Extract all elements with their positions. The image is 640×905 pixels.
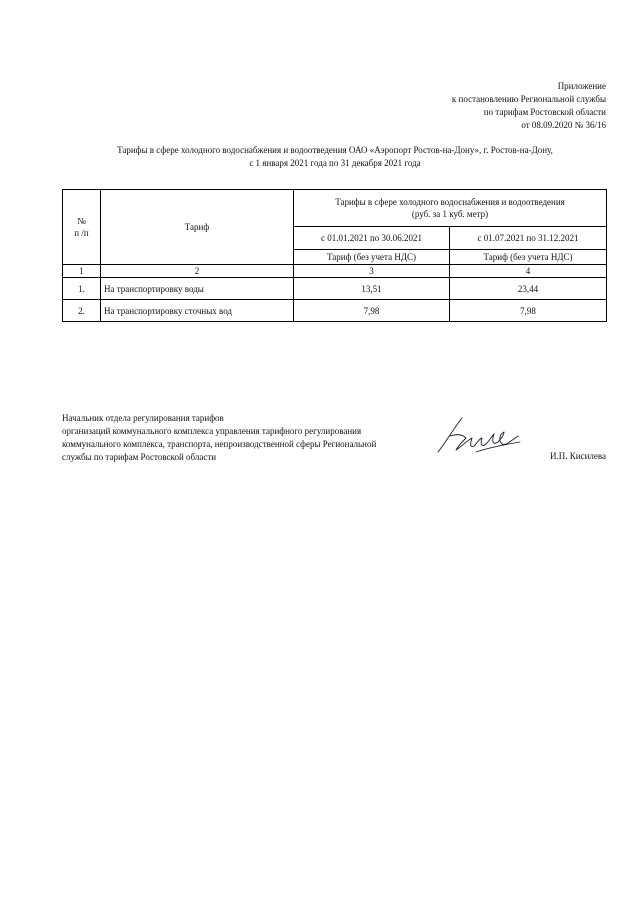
- signatory-line-4: службы по тарифам Ростовской области: [62, 452, 217, 462]
- signatory-name: И.П. Кисилева: [550, 451, 606, 461]
- header-number: [63, 190, 101, 265]
- appendix-resolution: к постановлению Региональной службы: [451, 94, 606, 104]
- row-value-period-2: 23,44: [450, 278, 607, 300]
- row-tariff-name: На транспортировку сточных вод: [101, 300, 294, 322]
- column-number-4: 4: [450, 265, 607, 278]
- header-tariff: Тариф: [101, 190, 294, 265]
- header-tariff-group: [294, 190, 607, 227]
- row-value-period-1: 13,51: [294, 278, 450, 300]
- document-title-line-1: Тарифы в сфере холодного водоснабжения и водоотведения ОАО «Аэропорт Ростов-на-Дону», г. Ростов-на-Дону,: [117, 145, 553, 155]
- handwritten-signature: [432, 412, 522, 458]
- header-period-2: с 01.07.2021 по 31.12.2021: [450, 227, 607, 250]
- signatory-position: [62, 412, 422, 464]
- column-number-2: 2: [101, 265, 294, 278]
- header-period-1: с 01.01.2021 по 30.06.2021: [294, 227, 450, 250]
- table-row: [63, 278, 607, 300]
- table-row: [63, 300, 607, 322]
- document-title: [60, 144, 610, 170]
- header-group-line-1: Тарифы в сфере холодного водоснабжения и водоотведения: [335, 197, 565, 207]
- signatory-line-3: коммунального комплекса, транспорта, непроизводственной сферы Региональной: [62, 439, 377, 449]
- header-number-line-1: №: [77, 216, 86, 226]
- document-title-line-2: с 1 января 2021 года по 31 декабря 2021 года: [249, 158, 421, 168]
- column-number-3: 3: [294, 265, 450, 278]
- signatory-line-1: Начальник отдела регулирования тарифов: [62, 413, 224, 423]
- appendix-authority: по тарифам Ростовской области: [483, 107, 606, 117]
- header-subhead-2: Тариф (без учета НДС): [450, 250, 607, 265]
- appendix-header: [346, 80, 606, 132]
- header-group-line-2: (руб. за 1 куб. метр): [411, 209, 489, 219]
- row-number: 2.: [63, 300, 101, 322]
- header-number-line-2: п /п: [74, 228, 89, 238]
- row-value-period-1: 7,98: [294, 300, 450, 322]
- appendix-title: Приложение: [557, 81, 606, 91]
- row-tariff-name: На транспортировку воды: [101, 278, 294, 300]
- header-subhead-1: Тариф (без учета НДС): [294, 250, 450, 265]
- tariff-table: [62, 189, 607, 322]
- row-number: 1.: [63, 278, 101, 300]
- appendix-date-number: от 08.09.2020 № 36/16: [521, 120, 606, 130]
- signatory-line-2: организаций коммунального комплекса управления тарифного регулирования: [62, 426, 362, 436]
- column-number-1: 1: [63, 265, 101, 278]
- row-value-period-2: 7,98: [450, 300, 607, 322]
